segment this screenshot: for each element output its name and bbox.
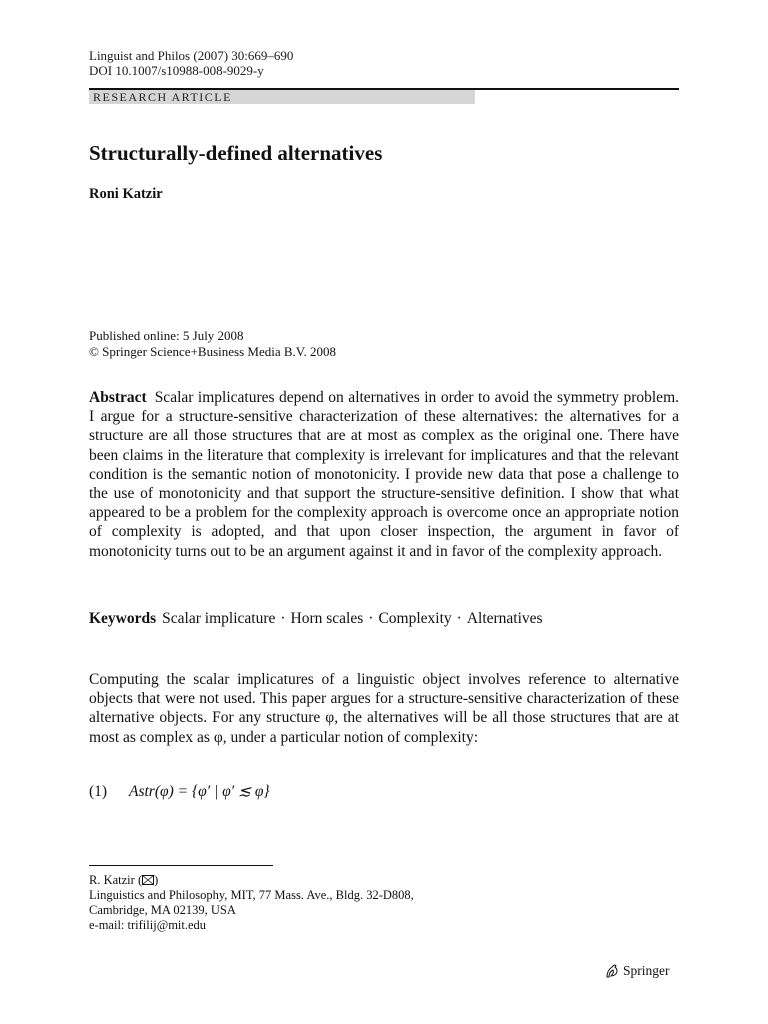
publisher-name: Springer (623, 963, 670, 978)
keyword-item: Scalar implicature (162, 610, 276, 627)
keywords-label: Keywords (89, 610, 157, 627)
abstract-text: Scalar implicatures depend on alternatives in order to avoid the symmetry problem. I argue for a structure-sensitive characterization of these alternatives: the alternatives for a structure are all those structures that are at most as complex as the original one. There have been claims in the literature that complexity is irrelevant for implicatures and that the relevant condition is the semantic notion of monotonicity. I provide new data that pose a challenge to the use of monotonicity and that support the structure-sensitive definition. I show that what appeared to be a problem for the complexity approach is overcome once an appropriate notion of complexity is adopted, and that upon closer inspection, the argument in favor of monotonicity turns out to be an argument against it and in favor of the complexity approach. (89, 389, 679, 560)
published-online: Published online: 5 July 2008 (89, 328, 244, 343)
footnote-name-end: ) (154, 873, 159, 887)
equation-formula: Astr(φ) = {φ′ | φ′ ≲ φ} (129, 783, 270, 800)
footnote-name: R. Katzir ( (89, 873, 143, 887)
keyword-separator: · (280, 610, 286, 627)
equation-1 (89, 782, 270, 802)
keyword-separator: · (368, 610, 374, 627)
article-type-label: RESEARCH ARTICLE (93, 90, 232, 104)
intro-paragraph: Computing the scalar implicatures of a linguistic object involves reference to alternative objects that were not used. This paper argues for a structure-sensitive characterization of these alternative objects. For any structure φ, the alternatives will be all those structures that are at most as complex as φ, under a particular notion of complexity: (89, 671, 679, 746)
abstract (89, 388, 679, 561)
footnote-email: e-mail: trifilij@mit.edu (89, 918, 207, 932)
keyword-item: Complexity (378, 610, 452, 627)
journal-citation: Linguist and Philos (2007) 30:669–690 (89, 48, 294, 63)
copyright-line: © Springer Science+Business Media B.V. 2008 (89, 344, 336, 359)
abstract-label: Abstract (89, 389, 147, 406)
envelope-icon (142, 875, 154, 885)
springer-logo (604, 963, 670, 979)
footnote-rule (89, 865, 273, 866)
author-name: Roni Katzir (89, 186, 163, 202)
doi-line: DOI 10.1007/s10988-008-9029-y (89, 63, 264, 78)
footnote-affiliation: Linguistics and Philosophy, MIT, 77 Mass. Ave., Bldg. 32-D808, (89, 888, 414, 902)
springer-horse-icon (604, 963, 620, 979)
keywords (89, 609, 679, 628)
keyword-separator: · (456, 610, 462, 627)
keyword-item: Horn scales (290, 610, 364, 627)
equation-number: (1) (89, 783, 108, 800)
footnote-author (89, 873, 158, 888)
paper-title: Structurally-defined alternatives (89, 141, 383, 165)
footnote-city: Cambridge, MA 02139, USA (89, 903, 236, 917)
keyword-item: Alternatives (466, 610, 543, 627)
